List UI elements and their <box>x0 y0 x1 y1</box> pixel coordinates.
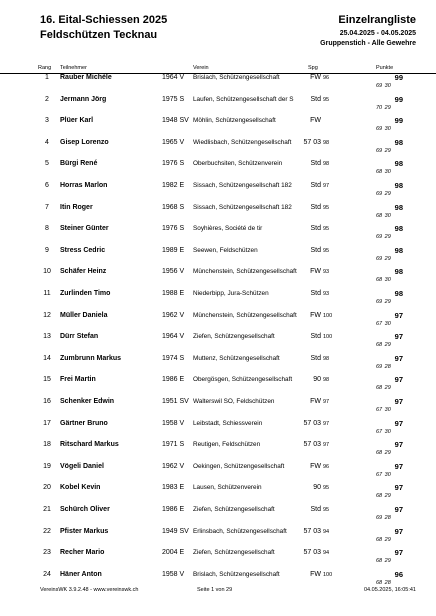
points-cell: 98 <box>394 159 403 169</box>
rank-cell: 18 <box>43 441 51 449</box>
spg-cell: Std <box>310 333 321 341</box>
rank-cell: 10 <box>43 268 51 276</box>
name-cell: Plüer Karl <box>60 117 94 125</box>
spg-cell: FW <box>310 74 321 81</box>
name-cell: Zumbrunn Markus <box>60 354 122 362</box>
points-detail-cell: 69 29 <box>376 299 391 305</box>
rank-cell: 16 <box>43 398 51 405</box>
spg-cell: 57 03 <box>303 419 321 427</box>
rank-cell: 4 <box>45 138 49 146</box>
points-cell: 97 <box>394 353 403 363</box>
rank-cell: 8 <box>45 225 49 233</box>
year-cell: 1958 V <box>162 419 185 427</box>
table-row <box>0 115 436 136</box>
header-left <box>40 14 167 41</box>
points-detail-cell: 68 29 <box>376 450 391 457</box>
rank-cell: 9 <box>45 246 49 254</box>
points-detail-cell: 69 30 <box>376 126 391 133</box>
rank-cell: 2 <box>45 95 49 103</box>
year-cell: 1986 E <box>162 506 185 513</box>
spg-cell: 90 <box>313 484 321 492</box>
points-detail-cell: 69 29 <box>376 234 391 241</box>
spg-cell: FW <box>310 268 321 276</box>
spg-value-cell: 97 <box>323 399 330 405</box>
spg-cell: 90 <box>313 376 321 384</box>
table-row <box>0 526 436 547</box>
points-cell: 97 <box>394 332 403 342</box>
club-cell: Reutigen, Feldschützen <box>193 441 261 449</box>
points-cell: 97 <box>394 483 403 493</box>
footer-timestamp: 04.05.2025, 16:05:41 <box>364 587 416 593</box>
rank-cell: 11 <box>43 290 51 297</box>
spg-cell: Std <box>310 225 321 233</box>
club-cell: Walterswil SO, Feldschützen <box>193 398 275 405</box>
section-title: Feldschützen Tecknau <box>40 29 158 41</box>
rank-cell: 24 <box>43 570 51 578</box>
spg-value-cell: 100 <box>323 312 333 319</box>
points-detail-cell: 68 29 <box>376 385 391 392</box>
year-cell: 1988 E <box>162 290 185 297</box>
name-cell: Stress Cedric <box>60 246 106 254</box>
club-cell: Brislach, Schützengesellschaft <box>193 570 280 578</box>
points-cell: 96 <box>394 569 403 579</box>
spg-value-cell: 98 <box>323 377 330 384</box>
year-cell: 1975 S <box>162 95 185 103</box>
points-detail-cell: 69 28 <box>376 363 391 370</box>
club-cell: Muttenz, Schützengesellschaft <box>193 354 280 362</box>
spg-cell: Std <box>310 354 321 362</box>
spg-cell: Std <box>310 160 321 168</box>
name-cell: Jermann Jörg <box>60 95 107 103</box>
points-detail-cell: 68 30 <box>376 277 391 284</box>
year-cell: 2004 E <box>162 549 185 557</box>
points-detail-cell: 68 30 <box>376 212 391 219</box>
year-cell: 1983 E <box>162 484 185 492</box>
spg-value-cell: 97 <box>323 183 330 189</box>
year-cell: 1976 S <box>162 160 185 168</box>
club-cell: Obergösgen, Schützengesellschaft <box>193 376 293 384</box>
name-cell: Dürr Stefan <box>60 333 99 341</box>
club-cell: Münchenstein, Schützengesellschaft <box>193 311 297 319</box>
year-cell: 1948 SV <box>162 117 189 125</box>
spg-value-cell: 95 <box>323 247 330 254</box>
name-cell: Rauber Michèle <box>60 74 112 81</box>
year-cell: 1949 SV <box>162 527 189 535</box>
points-detail-cell: 68 29 <box>376 558 391 565</box>
footer-page: Seite 1 von 29 <box>197 587 233 593</box>
club-cell: Leibstadt, Schiessverein <box>193 419 263 427</box>
table-row <box>0 461 436 482</box>
name-cell: Zurlinden Timo <box>60 290 111 297</box>
rank-cell: 1 <box>45 74 49 81</box>
table-row <box>0 223 436 244</box>
name-cell: Ritschard Markus <box>60 441 119 449</box>
year-cell: 1964 V <box>162 333 185 341</box>
name-cell: Schürch Oliver <box>60 506 110 513</box>
table-row <box>0 72 436 93</box>
name-cell: Horras Marlon <box>60 182 108 189</box>
table-row <box>0 374 436 395</box>
spg-value-cell: 96 <box>323 463 330 470</box>
spg-cell: Std <box>310 290 321 297</box>
table-row <box>0 482 436 503</box>
rank-cell: 15 <box>43 376 51 384</box>
spg-value-cell: 95 <box>323 204 330 211</box>
year-cell: 1958 V <box>162 570 185 578</box>
rank-cell: 5 <box>45 160 49 168</box>
spg-value-cell: 97 <box>323 442 330 449</box>
spg-value-cell: 95 <box>323 485 330 492</box>
club-cell: Möhlin, Schützengesellschaft <box>193 117 276 125</box>
rank-cell: 21 <box>43 506 51 513</box>
points-detail-cell: 69 29 <box>376 147 391 154</box>
table-row <box>0 418 436 439</box>
club-cell: Soyhières, Société de tir <box>193 225 263 233</box>
rank-cell: 23 <box>43 549 51 557</box>
points-cell: 97 <box>394 461 403 471</box>
year-cell: 1965 V <box>162 138 185 146</box>
points-cell: 98 <box>394 181 403 190</box>
spg-cell: FW <box>310 462 321 470</box>
points-cell: 97 <box>394 526 403 536</box>
table-row <box>0 504 436 525</box>
list-subtitle: Gruppenstich - Alle Gewehre <box>320 40 416 47</box>
table-row <box>0 94 436 115</box>
points-cell: 98 <box>394 202 403 212</box>
club-cell: Wiedlisbach, Schützengesellschaft <box>193 138 292 146</box>
table-row <box>0 266 436 287</box>
spg-cell: Std <box>310 246 321 254</box>
name-cell: Gisep Lorenzo <box>60 138 109 146</box>
points-cell: 97 <box>394 397 403 406</box>
col-club: Verein <box>193 65 209 71</box>
club-cell: Ziefen, Schützengesellschaft <box>193 333 275 341</box>
col-spg: Spg <box>308 65 318 71</box>
club-cell: Laufen, Schützengesellschaft der S <box>193 95 294 103</box>
rank-cell: 13 <box>43 333 51 341</box>
points-detail-cell: 69 29 <box>376 191 391 197</box>
club-cell: Seewen, Feldschützen <box>193 246 258 254</box>
spg-value-cell: 95 <box>323 96 330 103</box>
spg-value-cell: 94 <box>323 550 330 557</box>
year-cell: 1986 E <box>162 376 185 384</box>
name-cell: Gärtner Bruno <box>60 419 108 427</box>
name-cell: Itin Roger <box>60 203 93 211</box>
table-row <box>0 202 436 223</box>
name-cell: Kobel Kevin <box>60 484 101 492</box>
club-cell: Erlinsbach, Schützengesellschaft <box>193 527 287 535</box>
table-row <box>0 439 436 460</box>
spg-cell: 57 03 <box>303 527 321 535</box>
spg-cell: FW <box>310 117 321 125</box>
table-row <box>0 180 436 201</box>
col-rank: Rang <box>38 65 52 71</box>
rank-cell: 3 <box>45 117 49 125</box>
table-row <box>0 288 436 309</box>
spg-cell: Std <box>310 506 321 513</box>
rank-cell: 19 <box>43 462 51 470</box>
rank-cell: 20 <box>43 484 51 492</box>
club-cell: Brislach, Schützengesellschaft <box>193 74 280 81</box>
spg-value-cell: 93 <box>323 269 330 276</box>
spg-value-cell: 98 <box>323 139 330 146</box>
year-cell: 1964 V <box>162 74 185 81</box>
table-row <box>0 331 436 352</box>
points-detail-cell: 68 28 <box>376 579 391 586</box>
list-type: Einzelrangliste <box>338 14 416 26</box>
year-cell: 1982 E <box>162 182 185 189</box>
year-cell: 1956 V <box>162 268 185 276</box>
points-cell: 99 <box>394 73 403 82</box>
club-cell: Ziefen, Schützengesellschaft <box>193 549 275 557</box>
name-cell: Häner Anton <box>60 570 102 578</box>
points-detail-cell: 69 28 <box>376 515 391 521</box>
spg-value-cell: 94 <box>323 528 330 535</box>
club-cell: Oekingen, Schützengesellschaft <box>193 462 285 470</box>
points-cell: 98 <box>394 289 403 298</box>
club-cell: Sissach, Schützengesellschaft 182 <box>193 203 292 211</box>
spg-cell: FW <box>310 398 321 405</box>
rank-cell: 6 <box>45 182 49 189</box>
points-detail-cell: 68 30 <box>376 169 391 176</box>
rank-cell: 12 <box>43 311 51 319</box>
points-cell: 98 <box>394 267 403 277</box>
spg-value-cell: 97 <box>323 420 330 427</box>
points-detail-cell: 68 29 <box>376 493 391 500</box>
name-cell: Steiner Günter <box>60 225 109 233</box>
header-right <box>320 14 416 47</box>
points-detail-cell: 67 30 <box>376 428 391 435</box>
points-cell: 98 <box>394 245 403 255</box>
table-row <box>0 353 436 374</box>
name-cell: Recher Mario <box>60 549 105 557</box>
col-points: Punkte <box>376 65 394 71</box>
spg-cell: FW <box>310 570 321 578</box>
table-row <box>0 158 436 179</box>
year-cell: 1968 S <box>162 203 185 211</box>
points-detail-cell: 69 29 <box>376 255 391 262</box>
club-cell: Oberbuchsiten, Schützenverein <box>193 160 283 168</box>
rank-cell: 17 <box>43 419 51 427</box>
table-row <box>0 396 436 417</box>
year-cell: 1962 V <box>162 462 185 470</box>
points-cell: 97 <box>394 505 403 514</box>
spg-cell: Std <box>310 95 321 103</box>
spg-cell: 57 03 <box>303 441 321 449</box>
year-cell: 1974 S <box>162 354 185 362</box>
spg-value-cell: 93 <box>323 291 330 297</box>
points-cell: 99 <box>394 94 403 104</box>
year-cell: 1971 S <box>162 441 185 449</box>
spg-cell: Std <box>310 182 321 189</box>
name-cell: Schäfer Heinz <box>60 268 107 276</box>
rank-cell: 7 <box>45 203 49 211</box>
table-row <box>0 137 436 158</box>
points-detail-cell: 67 30 <box>376 471 391 478</box>
points-detail-cell: 70 29 <box>376 104 391 111</box>
spg-value-cell: 95 <box>323 507 330 513</box>
points-cell: 98 <box>394 224 403 234</box>
spg-value-cell: 100 <box>323 571 333 578</box>
club-cell: Münchenstein, Schützengesellschaft <box>193 268 297 276</box>
club-cell: Ziefen, Schützengesellschaft <box>193 506 275 513</box>
club-cell: Sissach, Schützengesellschaft 182 <box>193 182 292 189</box>
points-cell: 97 <box>394 548 403 558</box>
spg-value-cell: 95 <box>323 226 330 233</box>
name-cell: Bürgi René <box>60 160 98 168</box>
rank-cell: 14 <box>43 354 51 362</box>
table-row <box>0 310 436 331</box>
spg-value-cell: 98 <box>323 161 330 168</box>
year-cell: 1951 SV <box>162 398 189 405</box>
rank-cell: 22 <box>43 527 51 535</box>
date-range: 25.04.2025 - 04.05.2025 <box>339 30 416 37</box>
name-cell: Frei Martin <box>60 376 96 384</box>
spg-value-cell: 100 <box>323 334 333 341</box>
club-cell: Niederbipp, Jura-Schützen <box>193 290 269 297</box>
name-cell: Pfister Markus <box>60 527 109 535</box>
points-detail-cell: 67 30 <box>376 407 391 413</box>
spg-cell: Std <box>310 203 321 211</box>
points-detail-cell: 67 30 <box>376 320 391 327</box>
points-detail-cell: 69 30 <box>376 83 391 89</box>
table-row <box>0 245 436 266</box>
name-cell: Vögeli Daniel <box>60 462 104 470</box>
event-title: 16. Eital-Schiessen 2025 <box>40 14 168 26</box>
table-row <box>0 547 436 568</box>
spg-cell: 57 03 <box>303 138 321 146</box>
points-cell: 97 <box>394 375 403 385</box>
name-cell: Müller Daniela <box>60 311 108 319</box>
points-cell: 98 <box>394 137 403 147</box>
points-cell: 97 <box>394 440 403 450</box>
spg-cell: 57 03 <box>303 549 321 557</box>
year-cell: 1989 E <box>162 246 185 254</box>
points-cell: 97 <box>394 310 403 320</box>
points-detail-cell: 68 29 <box>376 536 391 543</box>
points-cell: 97 <box>394 418 403 428</box>
points-cell: 99 <box>394 116 403 126</box>
club-cell: Lausen, Schützenverein <box>193 484 262 492</box>
spg-value-cell: 96 <box>323 75 330 81</box>
year-cell: 1976 S <box>162 225 185 233</box>
spg-cell: FW <box>310 311 321 319</box>
name-cell: Schenker Edwin <box>60 398 115 405</box>
spg-value-cell: 98 <box>323 355 330 362</box>
col-name: Teilnehmer <box>60 65 87 71</box>
year-cell: 1962 V <box>162 311 185 319</box>
footer-software: VereinsWK 3.9.2.48 - www.vereinswk.ch <box>40 587 139 593</box>
points-detail-cell: 68 29 <box>376 342 391 349</box>
